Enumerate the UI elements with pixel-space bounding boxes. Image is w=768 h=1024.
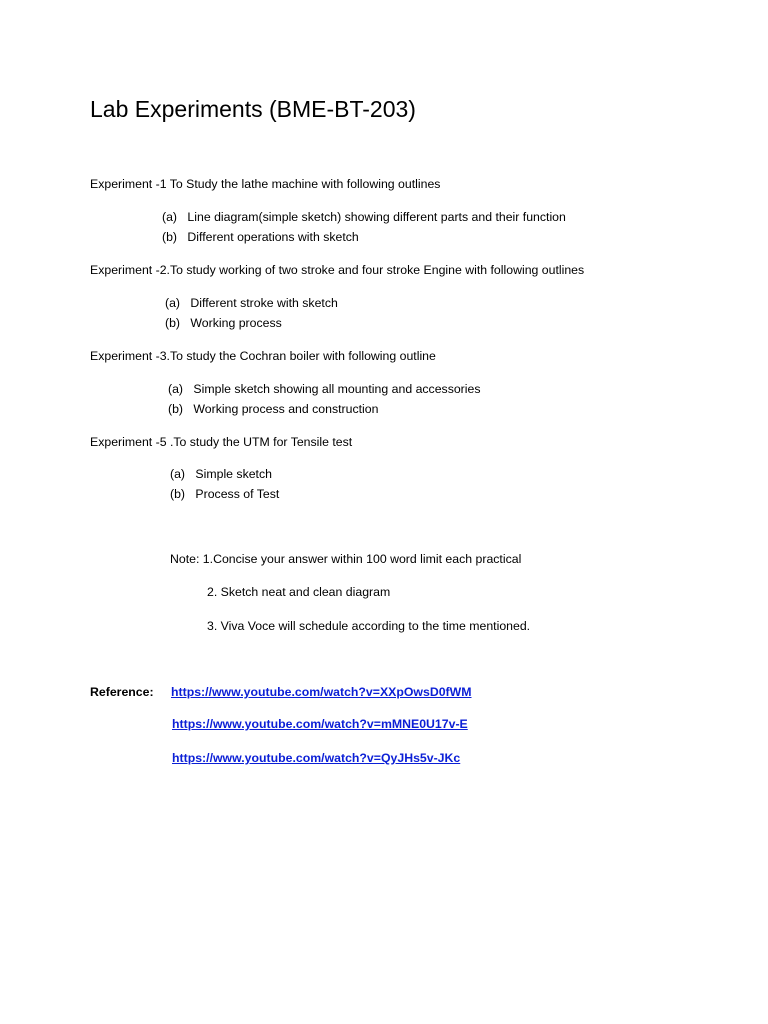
experiment-3-heading: Experiment -3.To study the Cochran boiler with following outline bbox=[90, 349, 436, 363]
experiment-1-item-b bbox=[162, 229, 359, 245]
experiment-2-item-b bbox=[165, 315, 282, 331]
item-label: (b) bbox=[170, 487, 186, 501]
item-text: Different operations with sketch bbox=[187, 230, 359, 244]
note-3: 3. Viva Voce will schedule according to the time mentioned. bbox=[207, 619, 531, 633]
item-label: (b) bbox=[162, 230, 178, 244]
experiment-1-heading: Experiment -1 To Study the lathe machine with following outlines bbox=[90, 177, 441, 191]
item-label: (a) bbox=[165, 296, 181, 310]
experiment-2-heading: Experiment -2.To study working of two stroke and four stroke Engine with following outlines bbox=[90, 263, 585, 277]
note-2: 2. Sketch neat and clean diagram bbox=[207, 585, 391, 599]
experiment-5-item-b bbox=[170, 486, 279, 502]
item-text: Simple sketch showing all mounting and accessories bbox=[193, 382, 481, 396]
item-text: Line diagram(simple sketch) showing different parts and their function bbox=[187, 210, 566, 224]
item-label: (a) bbox=[162, 210, 178, 224]
item-label: (a) bbox=[168, 382, 184, 396]
experiment-2-item-a bbox=[165, 295, 338, 311]
reference-link-1[interactable]: https://www.youtube.com/watch?v=XXpOwsD0fWM bbox=[171, 685, 472, 699]
experiment-3-item-b bbox=[168, 401, 378, 417]
experiment-3-item-a bbox=[168, 381, 481, 397]
reference-label: Reference: bbox=[90, 685, 154, 699]
page-title: Lab Experiments (BME-BT-203) bbox=[90, 96, 416, 122]
item-label: (a) bbox=[170, 467, 186, 481]
item-label: (b) bbox=[168, 402, 184, 416]
reference-link-3[interactable]: https://www.youtube.com/watch?v=QyJHs5v-JKc bbox=[172, 751, 461, 765]
item-text: Working process bbox=[190, 316, 282, 330]
experiment-5-heading: Experiment -5 .To study the UTM for Tensile test bbox=[90, 435, 353, 449]
item-text: Process of Test bbox=[195, 487, 280, 501]
note-1: Note: 1.Concise your answer within 100 word limit each practical bbox=[170, 552, 522, 566]
item-label: (b) bbox=[165, 316, 181, 330]
item-text: Working process and construction bbox=[193, 402, 379, 416]
reference-link-2[interactable]: https://www.youtube.com/watch?v=mMNE0U17v-E bbox=[172, 717, 468, 731]
item-text: Simple sketch bbox=[195, 467, 272, 481]
item-text: Different stroke with sketch bbox=[190, 296, 338, 310]
experiment-1-item-a bbox=[162, 209, 566, 225]
experiment-5-item-a bbox=[170, 466, 272, 482]
